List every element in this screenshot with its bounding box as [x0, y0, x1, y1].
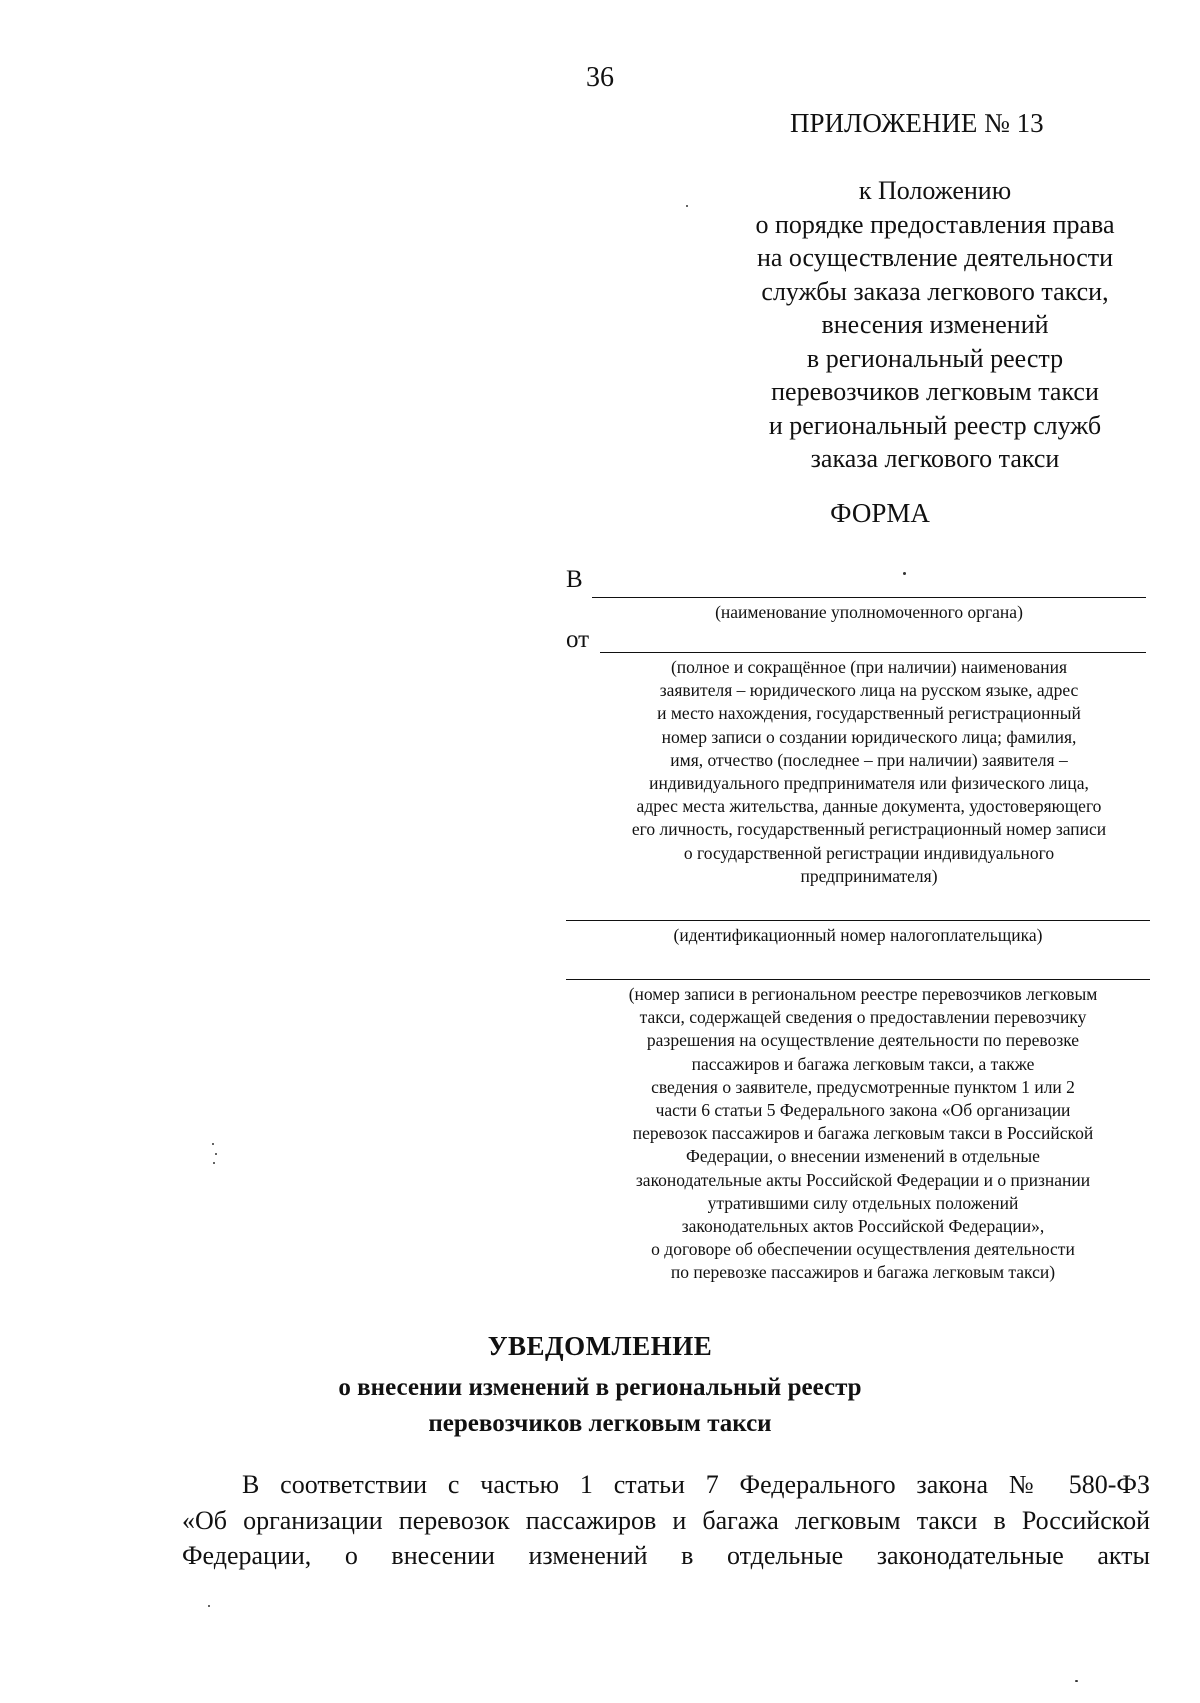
appendix-title: ПРИЛОЖЕНИЕ № 13: [790, 108, 1044, 138]
recipient-fill-line[interactable]: [592, 597, 1146, 598]
regulation-line: службы заказа легкового такси,: [761, 276, 1109, 306]
regulation-line: в региональный реестр: [806, 343, 1064, 373]
caption-line: разрешения на осуществление деятельности по перевозке: [646, 1030, 1080, 1051]
scan-speck: [213, 1162, 215, 1164]
caption-line: законодательных актов Российской Федерации»,: [681, 1216, 1045, 1237]
body-line: Федерации, о внесении изменений в отдельные законодательные акты: [182, 1541, 1150, 1570]
caption-line: имя, отчество (последнее – при наличии) заявителя –: [670, 749, 1068, 770]
caption-line: и место нахождения, государственный регистрационный: [657, 703, 1081, 724]
subtitle-line: перевозчиков легковым такси: [428, 1410, 772, 1437]
body-line: [182, 1467, 1150, 1503]
caption-line: индивидуального предпринимателя или физического лица,: [649, 773, 1089, 794]
caption-line: такси, содержащей сведения о предоставлении перевозчику: [639, 1007, 1087, 1028]
page-number: 36: [586, 62, 614, 93]
registry-record-fill-line[interactable]: [566, 979, 1150, 980]
caption-line: по перевозке пассажиров и багажа легковым такси): [670, 1262, 1056, 1283]
regulation-line: перевозчиков легковым такси: [771, 377, 1099, 406]
body-line-text: В соответствии с частью 1 статьи 7 Федерального закона № 580-ФЗ: [242, 1470, 1150, 1499]
caption-line: о договоре об обеспечении осуществления деятельности: [651, 1239, 1075, 1260]
caption-line: его личность, государственный регистрационный номер записи: [631, 819, 1107, 840]
scan-speck: [212, 1143, 214, 1145]
sender-prefix: от: [566, 626, 590, 653]
caption-line: законодательные акты Российской Федерации и о признании: [635, 1169, 1091, 1190]
scan-speck: [1075, 1680, 1078, 1682]
regulation-reference: [730, 174, 1140, 476]
caption-line: пассажиров и багажа легковым такси, а также: [691, 1053, 1035, 1074]
sender-fill-line[interactable]: [600, 652, 1146, 653]
caption-line: перевозок пассажиров и багажа легковым такси в Российской: [632, 1123, 1094, 1144]
regulation-line: внесения изменений: [821, 310, 1049, 339]
regulation-line: на осуществление деятельности: [756, 243, 1114, 272]
scan-speck: [215, 1153, 217, 1155]
caption-line: номер записи о создании юридического лица; фамилия,: [661, 726, 1077, 747]
regulation-line: и региональный реестр служб: [768, 410, 1102, 440]
notice-title: УВЕДОМЛЕНИЕ: [487, 1331, 713, 1361]
sender-caption: [582, 656, 1156, 888]
regulation-line: к Положению: [858, 176, 1012, 205]
scan-speck: [903, 572, 906, 575]
body-paragraph: [182, 1467, 1150, 1574]
caption-line: утратившими силу отдельных положений: [707, 1192, 1019, 1213]
form-label: ФОРМА: [830, 498, 930, 528]
caption-line: сведения о заявителе, предусмотренные пунктом 1 или 2: [651, 1076, 1075, 1097]
regulation-line: заказа легкового такси: [810, 444, 1060, 473]
caption-line: Федерации, о внесении изменений в отдельные: [686, 1146, 1040, 1167]
scan-speck: [686, 205, 688, 207]
caption-line: предпринимателя): [800, 865, 938, 886]
regulation-line: о порядке предоставления права: [755, 209, 1115, 239]
tax-id-fill-line[interactable]: [566, 920, 1150, 921]
caption-line: заявителя – юридического лица на русском языке, адрес: [659, 680, 1079, 701]
caption-line: (номер записи в региональном реестре перевозчиков легковым: [628, 984, 1098, 1004]
body-line: «Об организации перевозок пассажиров и багажа легковым такси в Российской: [182, 1505, 1150, 1535]
caption-line: (полное и сокращённое (при наличии) наименования: [670, 657, 1068, 677]
caption-line: о государственной регистрации индивидуального: [683, 842, 1055, 863]
caption-line: части 6 статьи 5 Федерального закона «Об организации: [655, 1100, 1071, 1121]
scan-speck: [208, 1605, 210, 1607]
caption-line: адрес места жительства, данные документа, удостоверяющего: [636, 796, 1102, 817]
subtitle-line: о внесении изменений в региональный реестр: [338, 1374, 862, 1401]
notice-subtitle: [0, 1370, 1200, 1442]
registry-record-caption: [566, 983, 1160, 1285]
recipient-prefix: В: [566, 566, 583, 593]
recipient-caption: (наименование уполномоченного органа): [715, 602, 1023, 622]
tax-id-caption: (идентификационный номер налогоплательщика): [673, 925, 1043, 945]
